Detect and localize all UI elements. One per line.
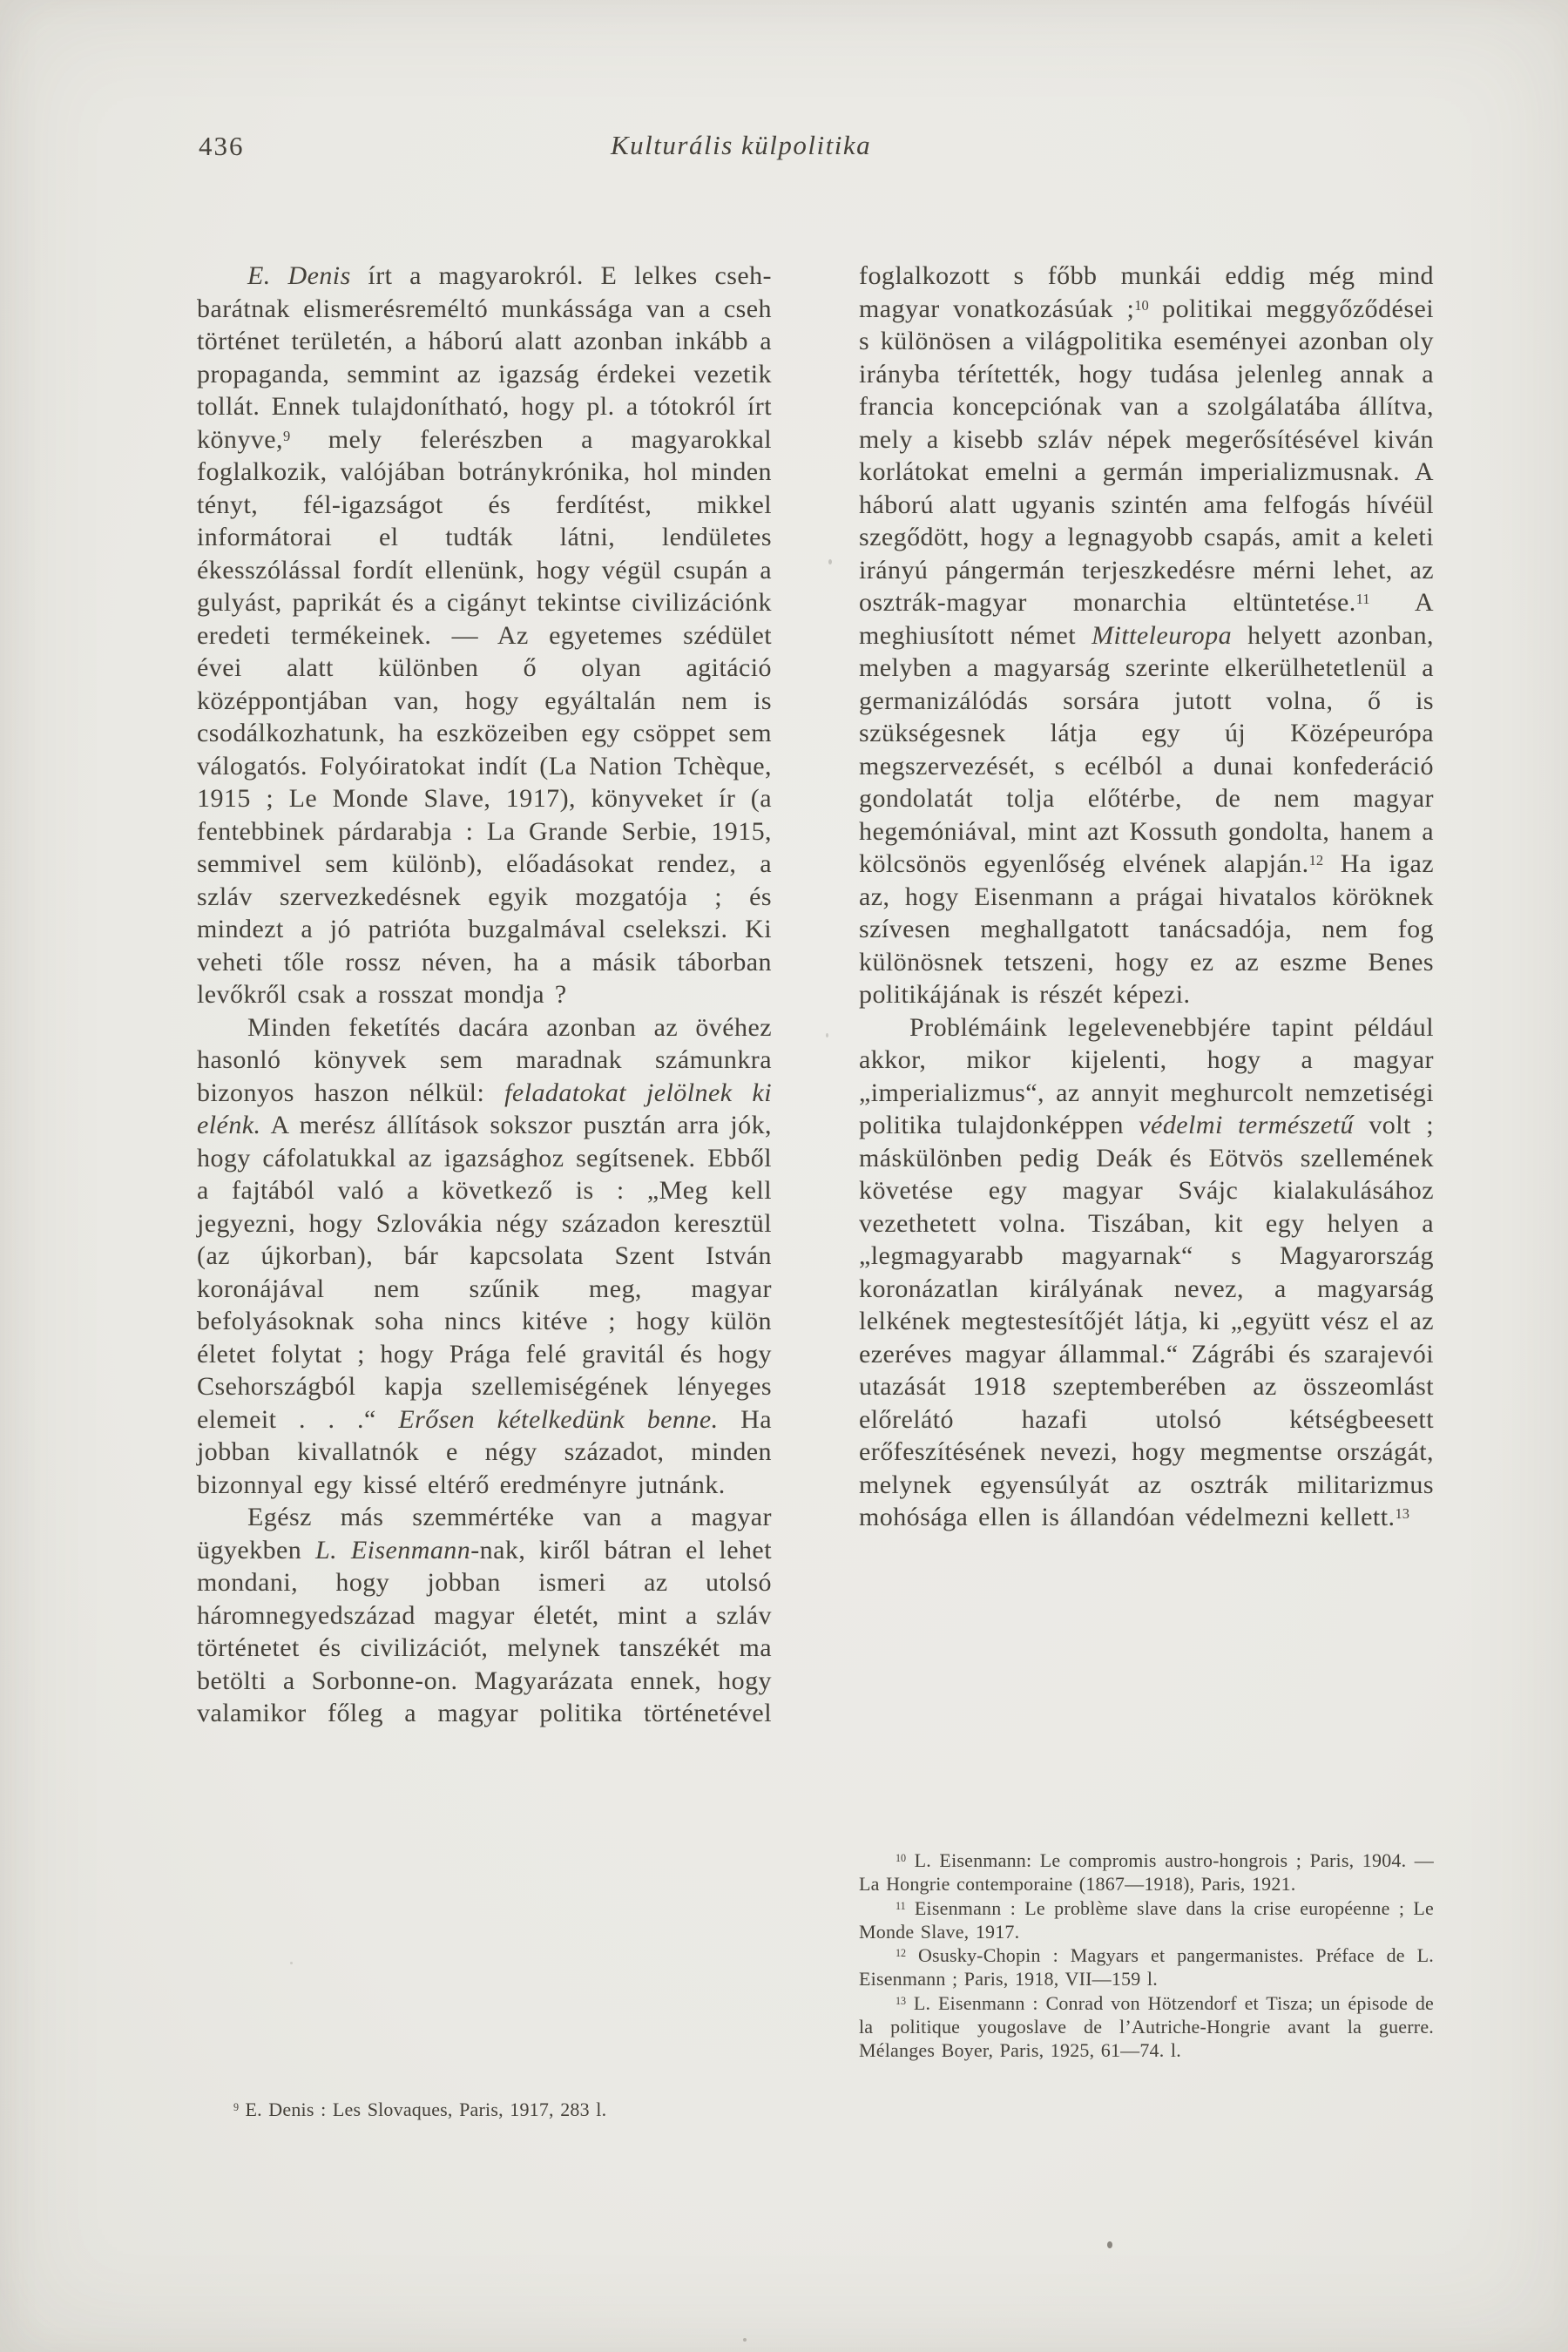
page-number: 436 <box>199 131 245 161</box>
text-run: -nak, kiről bátran el lehet mondani, hogy jobban ismeri az utolsó háromnegyedszázad magyar életét, mint a szláv történetet és civilizációt, melynek tanszékét ma betölti a Sorbonne-on. Magyarázata ennek, hogy valamikor főleg a magyar politika történetével <box>197 1535 772 1727</box>
text-run: A meghiusított német <box>859 588 1434 650</box>
text-run: Ha igaz az, hogy Eisenmann a prágai hivatalos köröknek szívesen meghallgatott tanácsadója, nem fog különösnek tetszeni, hogy ez az eszme Benes politikájának is részét képezi. <box>859 849 1434 1009</box>
text-run: Ha jobban kivallatnók e négy századot, minden bizonnyal egy kissé eltérő eredményre jutnánk. <box>197 1404 773 1499</box>
footnote-text: L. Eisenmann : Conrad von Hötzendorf et Tisza; un épisode de la politique yougoslave de l’Autriche-Hongrie avant la guerre. Mélanges Boyer, Paris, 1925, 61—74. l. <box>859 1991 1434 2062</box>
text-run: helyett azonban, melyben a magyarság szerinte elkerülhetetlenül a germanizálódás sorsára jutott volna, ő is szükségesnek látja egy új Középeurópa megszervezését, s ecélból a dunai konfederáció gondolatát tolja előtérbe, de nem magyar hegemóniával, mint azt Kossuth gondolta, hanem a kölcsönös egyenlőség elvének alapján. <box>859 620 1434 878</box>
column-right <box>859 260 1434 1534</box>
italic-run: Mitteleuropa <box>1092 620 1233 650</box>
italic-run: Erősen kételkedünk benne. <box>398 1404 719 1434</box>
footnote-text: Eisenmann : Le problème slave dans la crise européenne ; Le Monde Slave, 1917. <box>859 1896 1434 1943</box>
footnote-ref-10: 10 <box>1134 296 1149 314</box>
paragraph-5 <box>859 1011 1434 1534</box>
text-run: mely felerészben a magyarokkal foglalkozik, valójában botránykrónika, hol minden tényt, fél-igazságot és ferdítést, mikkel informátorai el tudták látni, lendületes ékesszólással fordít ellenünk, hogy végül csupán a gulyást, paprikát és a cigányt tekintse civilizációnk eredeti termékeinek. — Az egyetemes szédület évei alatt különben ő olyan agitáció középpontjában van, hogy egyáltalán nem is csodálkozhatunk, ha eszközeiben egy csöppet sem válogatós. Folyóiratokat indít (La Nation Tchèque, 1915 ; Le Monde Slave, 1917), könyveket ír (a fentebbinek párdarabja : La Grande Serbie, 1915, semmivel sem különb), előadásokat rendez, a szláv szervezkedésnek egyik mozgatója ; és mindezt a jó patrióta buzgalmával cselekszi. Ki veheti tőle rossz néven, ha a másik táborban levőkről csak a rosszat mondja ? <box>197 424 772 1009</box>
footnote-marker: 12 <box>896 1947 907 1960</box>
paragraph-4 <box>859 260 1434 1011</box>
italic-run: feladatokat jelölnek ki elénk. <box>197 1078 772 1139</box>
footnote-marker: 9 <box>233 2101 240 2114</box>
text-run: Problémáink legelevenebbjére tapint például akkor, mikor kijelenti, hogy a magyar „imperializmus“, az annyit meghurcolt nemzetiségi politika tulajdonképpen <box>859 1012 1434 1139</box>
scan-speck <box>743 2338 747 2342</box>
footnote-12 <box>859 1943 1434 1991</box>
footnote-ref-12: 12 <box>1308 852 1324 869</box>
text-run: Egész más szemmértéke van a magyar ügyekben <box>197 1503 772 1565</box>
running-title: Kulturális külpolitika <box>611 130 872 160</box>
paragraph-2 <box>197 1011 772 1502</box>
footnote-marker: 10 <box>896 1852 907 1865</box>
text-run: A merész állítások sokszor pusztán arra jók, hogy cáfolatukkal az igazsághoz segítsenek. Ebből a fajtából való a következő is : „Meg kell jegyezni, hogy Szlovákia négy századon keresztül (az újkorban), bár kapcsolata Szent István koronájával nem szűnik meg, magyar befolyásoknak soha nincs kitéve ; hogy külön életet folytat ; hogy Prága felé gravitál és hogy Csehországból kapja szellemiségének lényeges elemeit . . .“ <box>197 1111 772 1434</box>
column-left <box>197 260 772 1730</box>
scan-speck <box>826 1033 828 1037</box>
footnote-10 <box>859 1848 1434 1896</box>
text-run: Minden feketítés dacára azonban az övéhez hasonló könyvek sem maradnak számunkra bizonyos haszon nélkül: <box>197 1012 772 1107</box>
footnote-11 <box>859 1896 1434 1944</box>
footnote-13 <box>859 1991 1434 2063</box>
footnote-text: E. Denis : Les Slovaques, Paris, 1917, 283 l. <box>239 2099 607 2120</box>
footnote-ref-13: 13 <box>1395 1505 1409 1523</box>
footnote-marker: 13 <box>896 1994 907 2007</box>
italic-run: L. Eisenmann <box>315 1535 471 1565</box>
italic-run: védelmi természetű <box>1139 1111 1354 1139</box>
text-run: foglalkozott s főbb munkái eddig még mind magyar vonatkozásúak ; <box>859 261 1434 323</box>
paragraph-3 <box>197 1501 772 1730</box>
scan-speck <box>290 1962 293 1964</box>
footnote-ref-9: 9 <box>282 427 291 444</box>
text-run: politikai meggyőződései s különösen a világpolitika eseményei azonban oly irányba térítették, hogy tudása jelenleg annak a francia koncepciónak van a szolgálatába állítva, mely a kisebb szláv népek megerősítésével kiván korlátokat emelni a germán imperializmusnak. A háború alatt ugyanis szintén ama felfogás hívéül szegődött, hogy a legnagyobb csapás, amit a keleti irányú pángermán terjeszkedésre mérni lehet, az osztrák-magyar monarchia eltüntetése. <box>859 294 1434 617</box>
footnote-text: L. Eisenmann: Le compromis austro-hongrois ; Paris, 1904. — La Hongrie contemporaine (1867—1918), Paris, 1921. <box>859 1849 1434 1896</box>
footnote-marker: 11 <box>896 1899 906 1912</box>
scan-speck <box>828 559 832 564</box>
footnote-ref-11: 11 <box>1355 591 1370 608</box>
italic-run: E. Denis <box>247 261 351 290</box>
text-run: írt a magyarokról. E lelkes cseh-barátnak elismerésreméltó munkássága van a cseh történet területén, a háború alatt azonban inkább a propaganda, semmint az igazság érdekei vezetik tollát. Ennek tulajdonítható, hogy pl. a tótokról írt könyve, <box>197 261 772 454</box>
footnote-9 <box>197 2098 772 2121</box>
paragraph-1 <box>197 260 772 1011</box>
footnote-area-left <box>197 2098 772 2121</box>
footnote-area-right <box>859 1848 1434 2063</box>
footnote-text: Osusky-Chopin : Magyars et pangermanistes. Préface de L. Eisenmann ; Paris, 1918, VII—159 l. <box>859 1944 1434 1990</box>
text-run: volt ; máskülönben pedig Deák és Eötvös szellemének követése egy magyar Svájc kialakulásához vezethetett volna. Tiszában, kit egy helyen a „legmagyarabb magyarnak“ s Magyarország koronázatlan királyának nevez, a magyarság lelkének megtestesítőjét látja, ki „együtt vész el az ezeréves magyar állammal.“ Zágrábi és szarajevói utazását 1918 szeptemberében az összeomlást előrelátó hazafi utolsó kétségbeesett erőfeszítésének nevezi, hogy megmentse országát, melynek egyensúlyát az osztrák militarizmus mohósága ellen is állandóan védelmezni kellett. <box>859 1111 1434 1531</box>
scan-speck <box>1107 2241 1112 2248</box>
